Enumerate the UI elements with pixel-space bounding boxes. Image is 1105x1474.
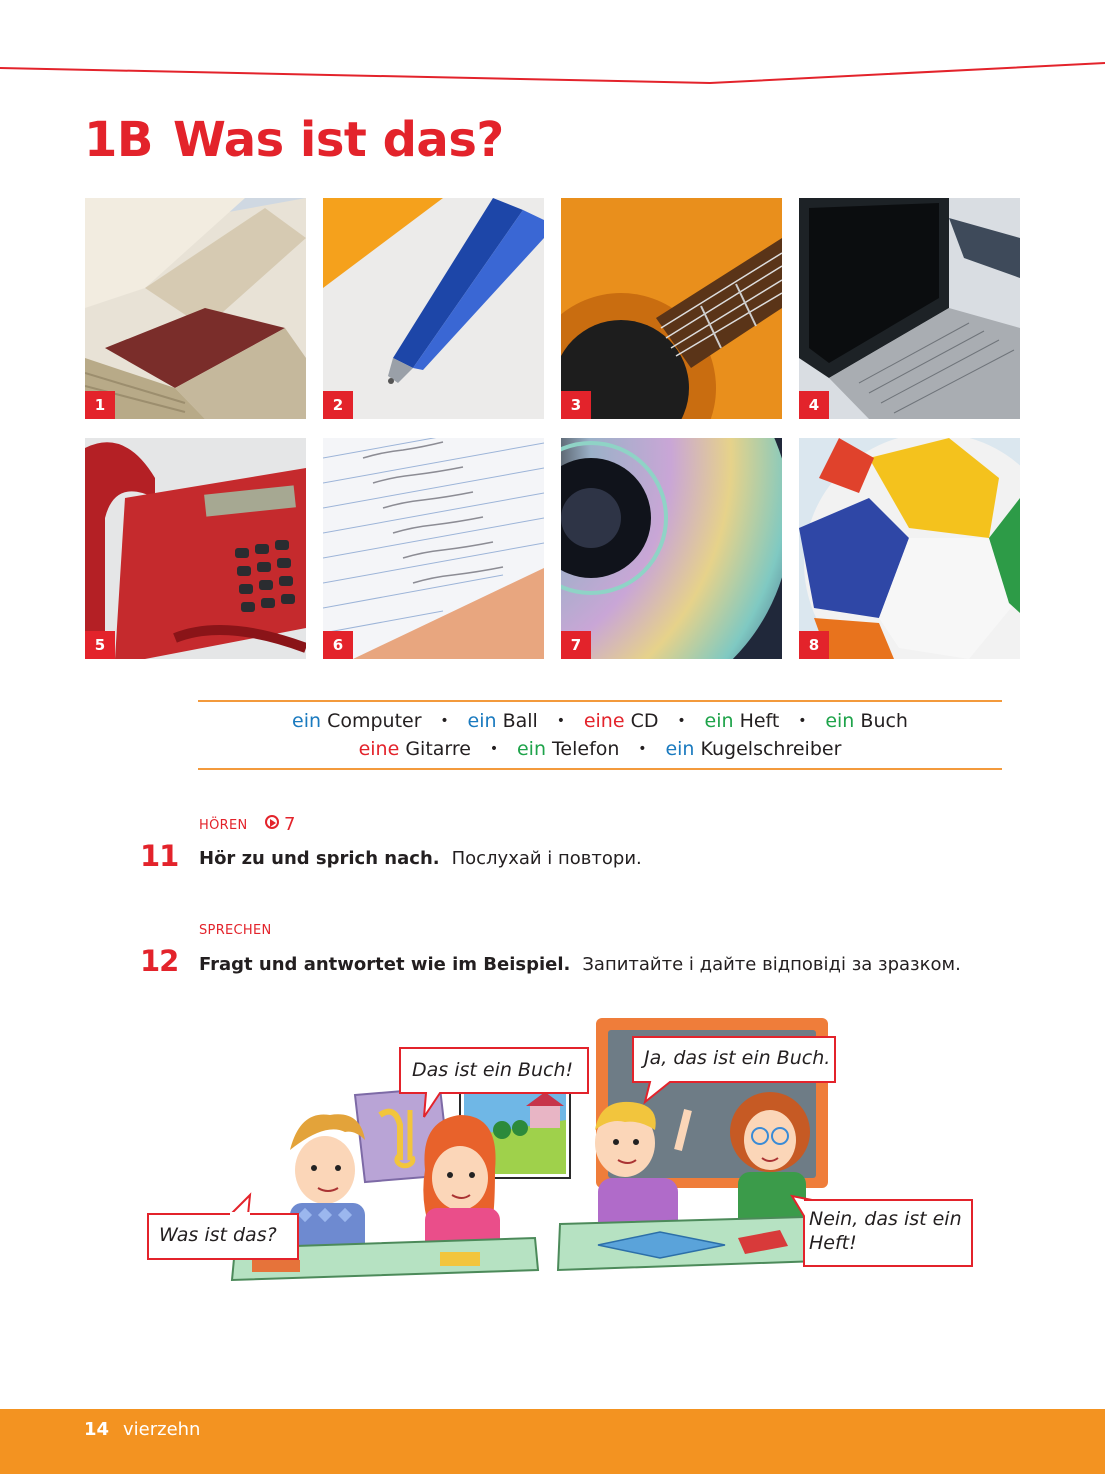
cd-image: [561, 438, 782, 659]
dialogue-illustration: [140, 1000, 980, 1290]
photo-guitar: [561, 198, 782, 419]
laptop-image: [799, 198, 1020, 419]
speech-bubble-2: Das ist ein Buch!: [412, 1059, 574, 1081]
lesson-heading: Was ist das?: [172, 112, 504, 168]
task-instruction: [199, 848, 642, 869]
photo-number: 3: [561, 391, 591, 419]
guitar-image: [561, 198, 782, 419]
instruction-ukrainian: Послухай і повтори.: [451, 848, 642, 869]
vocab-item: ein Heft: [704, 710, 780, 732]
instruction-german: Hör zu und sprich nach.: [199, 848, 440, 869]
notebook-image: [323, 438, 544, 659]
vocab-item: ein Buch: [825, 710, 908, 732]
vocab-item: ein Kugelschreiber: [665, 738, 842, 760]
speech-bubble-1: Was ist das?: [159, 1224, 277, 1246]
photo-pen: [323, 198, 544, 419]
vocab-item: ein Telefon: [516, 738, 620, 760]
bullet-separator: •: [556, 713, 565, 729]
vocabulary-line-1: [198, 710, 1002, 732]
bullet-separator: •: [489, 741, 499, 757]
vocabulary-box: [198, 700, 1002, 770]
vocabulary-line-2: [198, 738, 1002, 760]
page-footer: [0, 1409, 1105, 1474]
instruction-german: Fragt und antwortet wie im Beispiel.: [199, 954, 571, 975]
photo-ball: [799, 438, 1020, 659]
vocab-item: eine CD: [583, 710, 659, 732]
lesson-title: [84, 112, 504, 168]
audio-track-number: 7: [284, 814, 296, 835]
photo-book: [85, 198, 306, 419]
photo-number: 7: [561, 631, 591, 659]
task-instruction: [199, 954, 961, 975]
page-number: 14: [84, 1419, 110, 1440]
photo-number: 4: [799, 391, 829, 419]
play-icon[interactable]: [265, 815, 279, 829]
audio-track[interactable]: [265, 814, 295, 835]
bullet-separator: •: [798, 713, 807, 729]
vocab-item: ein Ball: [467, 710, 538, 732]
photo-cd: [561, 438, 782, 659]
photo-number: 2: [323, 391, 353, 419]
photo-telephone: [85, 438, 306, 659]
speech-bubble-4: Nein, das ist ein Heft!: [809, 1208, 962, 1254]
photo-laptop: [799, 198, 1020, 419]
telephone-image: [85, 438, 306, 659]
ball-image: [799, 438, 1020, 659]
vocab-item: eine Gitarre: [358, 738, 471, 760]
book-image: [85, 198, 306, 419]
photo-number: 1: [85, 391, 115, 419]
task-number: 11: [140, 839, 179, 873]
photo-number: 6: [323, 631, 353, 659]
lesson-code: 1B: [84, 112, 153, 168]
photo-number: 5: [85, 631, 115, 659]
section-label-sprechen: SPRECHEN: [199, 923, 272, 938]
bullet-separator: •: [638, 741, 647, 757]
section-label-hoeren: HÖREN: [199, 818, 248, 833]
speech-bubble-3: Ja, das ist ein Buch.: [644, 1047, 831, 1069]
photo-notebook: [323, 438, 544, 659]
vocab-item: ein Computer: [292, 710, 422, 732]
task-number: 12: [140, 944, 179, 978]
pen-image: [323, 198, 544, 419]
instruction-ukrainian: Запитайте і дайте відповіді за зразком.: [582, 954, 961, 975]
top-rule: [0, 0, 1105, 100]
bullet-separator: •: [440, 713, 449, 729]
photo-number: 8: [799, 631, 829, 659]
page-number-word: vierzehn: [123, 1419, 201, 1440]
bullet-separator: •: [677, 713, 686, 729]
